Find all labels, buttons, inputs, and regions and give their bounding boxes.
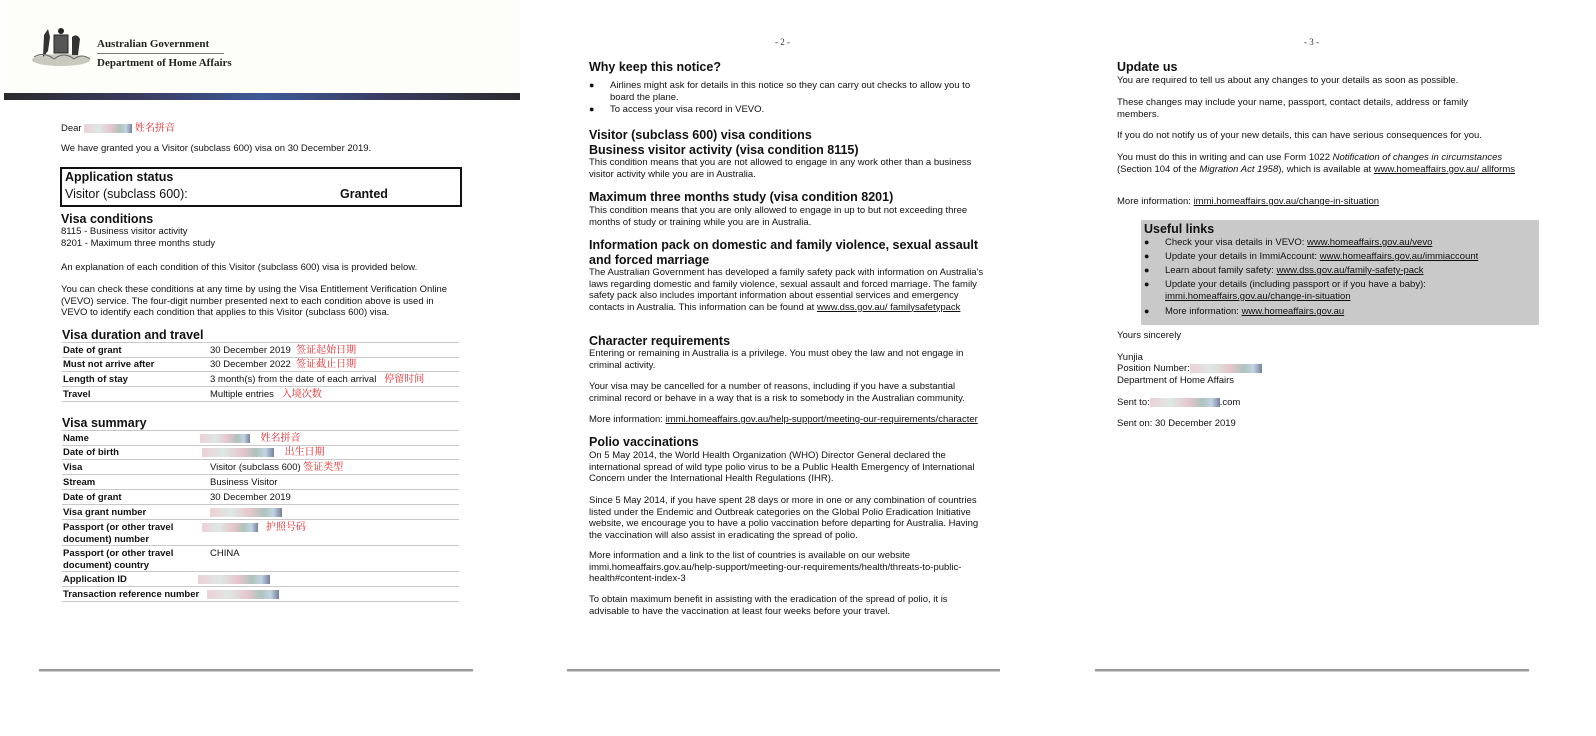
info-pack-title: Information pack on domestic and family violence, sexual assault and forced marriage [589, 238, 979, 267]
closing: Yours sincerely [1117, 330, 1182, 341]
useful-link-item [1144, 251, 1478, 263]
page-2 [540, 0, 1040, 736]
row-label: Travel [63, 389, 91, 400]
polio-title: Polio vaccinations [589, 435, 699, 449]
annotation: 出生日期 [284, 447, 325, 458]
row-value [198, 574, 270, 586]
redacted-value [210, 508, 282, 517]
useful-link-item [1144, 306, 1344, 318]
link-label: Update your details (including passport or if you have a baby): [1165, 279, 1426, 290]
row-value: CHINA [210, 548, 240, 559]
position-number [1117, 363, 1262, 375]
salutation-line [61, 123, 175, 135]
row-value [210, 374, 424, 386]
row-value [210, 507, 282, 519]
character-title: Character requirements [589, 334, 731, 348]
row-label: Date of birth [63, 447, 119, 458]
bullet-icon: ● [589, 104, 595, 114]
row-value: 30 December 2019 [210, 492, 291, 503]
page-footer-rule [567, 669, 1000, 672]
row-value [202, 447, 325, 459]
polio-p2: Since 5 May 2014, if you have spent 28 days or more in one or any combination of countries listed under the Endemic and Outbreak categories on the Global Polio Eradication Initiative website, we encourage you to have a polio vaccination before departing for Australia. Having the vaccination will also assist in eradicating the spread of polio. [589, 495, 979, 541]
annotation: 签证类型 [303, 462, 344, 473]
row-label: Visa [63, 462, 83, 473]
condition-item: 8115 - Business visitor activity [61, 226, 188, 237]
summary-row [62, 505, 459, 520]
row-value [202, 522, 306, 534]
link-label: More information: [1165, 306, 1239, 317]
text: ), which is available at [1278, 163, 1372, 175]
signer-department: Department of Home Affairs [1117, 375, 1235, 386]
more-info-label: More information: [1117, 196, 1191, 207]
polio-p4: To obtain maximum benefit in assisting with the eradication of the spread of polio, it is advisable to have the vaccination at least four weeks before your travel. [589, 594, 948, 617]
row-label: Date of grant [63, 345, 122, 356]
row-value [210, 345, 356, 357]
bullet-icon: ● [1144, 265, 1150, 275]
department-name: Department of Home Affairs [97, 57, 232, 69]
redacted-value [200, 434, 250, 443]
text: (Section 104 of the [1117, 163, 1197, 175]
annotation: 停留时间 [384, 374, 425, 385]
link-label: Check your visa details in VEVO: [1165, 237, 1305, 248]
immiaccount-link[interactable]: www.homeaffairs.gov.au/immiaccount [1319, 251, 1479, 262]
visa-conditions-title: Visa conditions [61, 212, 154, 226]
info-pack-body: The Australian Government has developed a family safety pack with information on Australia's laws regarding domestic and family violence, sexual assault and forced marriage. The family safety pack also includes important information about essential services and emergency contacts in Australia. This information can be found at [589, 267, 984, 313]
update-p4 [1117, 152, 1517, 175]
sent-on: Sent on: 30 December 2019 [1117, 418, 1236, 429]
redacted-email [1150, 398, 1220, 407]
text: You must do this in writing and can use Form 1022 [1117, 152, 1330, 163]
summary-row [62, 475, 459, 490]
useful-links-box [1141, 220, 1539, 325]
coat-of-arms-logo [30, 23, 92, 69]
row-label: Date of grant [63, 492, 122, 503]
family-safety-pack-link[interactable]: www.dss.gov.au/ familysafetypack [816, 301, 961, 313]
update-p3: If you do not notify us of your new details, this can have serious consequences for you. [1117, 130, 1482, 141]
bullet-text: Airlines might ask for details in this notice so they can carry out checks to allow you to board the plane. [610, 80, 971, 103]
summary-row [62, 520, 459, 546]
allforms-link[interactable]: www.homeaffairs.gov.au/ allforms [1373, 163, 1515, 175]
bullet-icon: ● [1144, 237, 1150, 247]
bullet-icon: ● [1144, 251, 1150, 261]
why-keep-title: Why keep this notice? [589, 60, 721, 74]
bullet-item [589, 80, 989, 103]
character-p1: Entering or remaining in Australia is a privilege. You must obey the law and not engage in criminal activity. [589, 348, 964, 371]
value-text: Visitor (subclass 600) [210, 462, 301, 473]
change-in-situation-link[interactable]: immi.homeaffairs.gov.au/change-in-situation [1193, 196, 1380, 207]
bullet-icon: ● [589, 80, 595, 90]
update-p2: These changes may include your name, passport, contact details, address or family members. [1117, 97, 1469, 120]
row-value: Business Visitor [210, 477, 278, 488]
duration-row [62, 372, 459, 387]
page-1 [0, 0, 530, 736]
row-label: Passport (or other travel document) number [63, 522, 174, 545]
duration-title: Visa duration and travel [62, 328, 204, 342]
row-label: Must not arrive after [63, 359, 155, 370]
conditions-title: Visitor (subclass 600) visa conditions [589, 128, 812, 142]
annotation: 签证起始日期 [296, 345, 357, 356]
summary-row [62, 587, 459, 602]
bullet-item [589, 104, 989, 116]
character-link[interactable]: immi.homeaffairs.gov.au/help-support/meeting-our-requirements/character [665, 414, 978, 425]
character-more-info [589, 414, 978, 426]
signer-name: Yunjia [1117, 352, 1143, 363]
conditions-explanation: An explanation of each condition of this Visitor (subclass 600) visa is provided below. [61, 262, 418, 273]
annotation: 护照号码 [265, 522, 306, 533]
annotation: 入境次数 [281, 389, 322, 400]
bullet-icon: ● [1144, 279, 1150, 289]
homeaffairs-link[interactable]: www.homeaffairs.gov.au [1241, 306, 1345, 317]
application-status-value: Granted [340, 187, 388, 201]
row-value [200, 433, 301, 445]
government-name: Australian Government [97, 38, 210, 50]
condition-8115-title: Business visitor activity (visa condition 8115) [589, 143, 859, 157]
annotation: 姓名拼音 [260, 433, 301, 444]
duration-row [62, 387, 459, 402]
page-3 [1078, 0, 1596, 736]
letterhead-divider [97, 53, 224, 54]
page-footer-rule [1095, 669, 1529, 672]
application-status-title: Application status [65, 170, 174, 184]
annotation: 签证截止日期 [296, 359, 357, 370]
bullet-icon: ● [1144, 306, 1150, 316]
row-label: Stream [63, 477, 96, 488]
row-label: Name [63, 433, 89, 444]
useful-link-item [1144, 237, 1432, 249]
row-label: Length of stay [63, 374, 128, 385]
vevo-link[interactable]: www.homeaffairs.gov.au/vevo [1307, 237, 1433, 248]
redacted-name [84, 124, 132, 133]
visa-summary-title: Visa summary [62, 416, 147, 430]
redacted-value [207, 590, 279, 599]
position-label: Position Number: [1117, 363, 1190, 374]
polio-p1: On 5 May 2014, the World Health Organization (WHO) Director General declared the international spread of wild type polio virus to be a Public Health Emergency of International Concern under the International Health Regulations (IHR). [589, 450, 975, 484]
update-more-info [1117, 196, 1379, 208]
bullet-text: To access your visa record in VEVO. [610, 104, 765, 115]
summary-row [62, 490, 459, 505]
row-value [210, 389, 322, 401]
redacted-position [1190, 364, 1262, 373]
summary-row [62, 572, 459, 587]
row-value [210, 462, 343, 474]
duration-row [62, 357, 459, 372]
duration-row [62, 342, 459, 358]
value-text: 30 December 2019 [210, 345, 291, 356]
vevo-paragraph: You can check these conditions at any time by using the Visa Entitlement Verification Online (VEVO) service. The four-digit number presented next to each condition above is used in VEVO to identify each condition that applies to this Visitor (subclass 600) visa. [61, 284, 448, 318]
update-us-title: Update us [1117, 60, 1178, 74]
useful-links-title: Useful links [1144, 222, 1215, 236]
family-safety-link[interactable]: www.dss.gov.au/family-safety-pack [1276, 265, 1424, 276]
value-text: 3 month(s) from the date of each arrival [210, 374, 377, 385]
email-suffix: .com [1219, 397, 1241, 408]
row-label: Application ID [63, 574, 127, 585]
row-value [207, 589, 279, 601]
form-title: Notification of changes in circumstances [1332, 152, 1503, 163]
row-label: Visa grant number [63, 507, 147, 518]
condition-8201-title: Maximum three months study (visa condition 8201) [589, 190, 894, 204]
update-p1: You are required to tell us about any changes to your details as soon as possible. [1117, 75, 1459, 86]
link-label: Update your details in ImmiAccount: [1165, 251, 1318, 262]
polio-p3: More information and a link to the list of countries is available on our website immi.homeaffairs.gov.au/help-support/meeting-our-requirements/health/threats-to-public-health#content-index-3 [589, 550, 962, 584]
annotation-name: 姓名拼音 [134, 123, 175, 134]
character-p2: Your visa may be cancelled for a number of reasons, including if you have a substantial criminal record or behave in a way that is a risk to somebody in the Australian community. [589, 381, 965, 404]
grant-intro: We have granted you a Visitor (subclass 600) visa on 30 December 2019. [61, 143, 372, 154]
letterhead-color-bar [4, 93, 520, 100]
summary-row [62, 546, 459, 572]
value-text: 30 December 2022 [210, 359, 291, 370]
summary-row [62, 445, 459, 460]
change-in-situation-link[interactable]: immi.homeaffairs.gov.au/change-in-situation [1165, 290, 1351, 302]
useful-link-item [1144, 279, 1426, 302]
row-label: Transaction reference number [63, 589, 200, 600]
more-info-label: More information: [589, 414, 663, 425]
page-number: - 2 - [775, 37, 790, 47]
salutation: Dear [61, 123, 82, 134]
sent-to [1117, 397, 1240, 409]
summary-row [62, 460, 459, 475]
sent-to-label: Sent to: [1117, 397, 1150, 408]
value-text: Multiple entries [210, 389, 274, 400]
application-status-box [60, 167, 462, 207]
link-label: Learn about family safety: [1165, 265, 1274, 276]
application-status-label: Visitor (subclass 600): [65, 187, 188, 201]
condition-8201-text: This condition means that you are only allowed to engage in up to but not exceeding three months of study or training while you are in Australia. [589, 205, 968, 228]
page-footer-rule [39, 669, 473, 672]
page-number: - 3 - [1304, 37, 1319, 47]
redacted-value [202, 523, 258, 532]
condition-item: 8201 - Maximum three months study [61, 238, 216, 249]
row-label: Passport (or other travel document) country [63, 548, 174, 571]
act-title: Migration Act 1958 [1199, 163, 1279, 175]
redacted-value [198, 575, 270, 584]
condition-8115-text: This condition means that you are not allowed to engage in any work other than a business visitor activity while you are in Australia. [589, 157, 972, 180]
row-value [210, 359, 356, 371]
useful-link-item [1144, 265, 1424, 277]
info-pack-text [589, 267, 989, 313]
redacted-value [202, 448, 274, 457]
summary-row [62, 430, 459, 446]
